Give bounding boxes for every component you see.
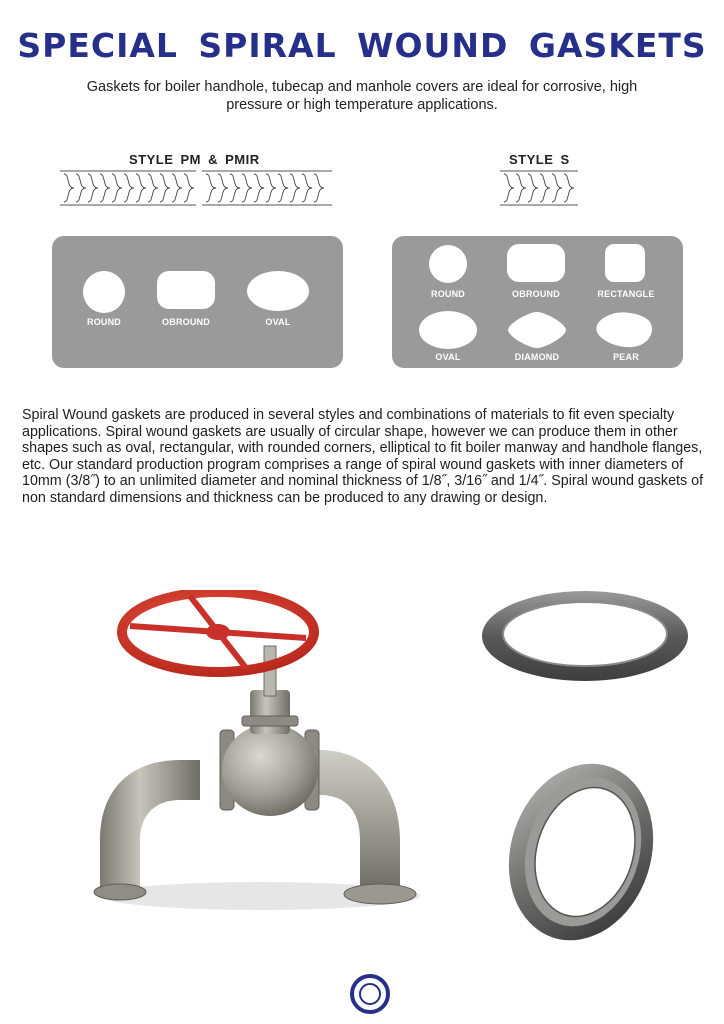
shape-label-obround: OBROUND — [512, 289, 560, 299]
spiral-profile-icon — [60, 170, 196, 206]
shape-label-round: ROUND — [87, 317, 121, 327]
spiral-profile-s-icon — [500, 170, 578, 206]
page-title: SPECIAL SPIRAL WOUND GASKETS — [17, 26, 707, 65]
shape-label-oval: OVAL — [265, 317, 291, 327]
shape-label-pear: PEAR — [613, 352, 639, 362]
rectangle-shape-icon — [604, 243, 646, 283]
obround-shape-icon — [506, 243, 566, 283]
shape-label-obround: OBROUND — [162, 317, 210, 327]
pear-shape-icon — [594, 310, 654, 350]
shape-label-rectangle: RECTANGLE — [597, 289, 655, 299]
spiral-gasket-photo — [505, 758, 655, 948]
round-shape-icon — [428, 244, 468, 284]
body-paragraph: Spiral Wound gaskets are produced in several styles and combinations of materials to fit even specialty applications. Spiral wound gaskets are usually of circular shape, however we can produce them in other shapes such as oval, rectangular, with rounded corners, elliptical to fit boiler manway and handhole flanges, etc. Our standard production program comprises a range of spiral wound gaskets with inner diameters of 10mm (3/8˝) to an unlimited diameter and nominal thickness of 1/8˝, 3/16˝ and 1/4˝. Spiral wound gaskets of non standard dimensions and thickness can be produced to any drawing or design. — [22, 407, 704, 506]
valve-pipe-photo — [70, 590, 430, 920]
shape-label-oval: OVAL — [435, 352, 461, 362]
diamond-shape-icon — [506, 310, 568, 350]
page-subtitle: Gaskets for boiler handhole, tubecap and manhole covers are ideal for corrosive, high pressure or high temperature applications. — [86, 79, 638, 113]
obround-shape-icon — [156, 270, 216, 310]
style-s-label: STYLE S — [509, 152, 570, 167]
round-shape-icon — [82, 270, 126, 314]
oval-shape-icon — [246, 270, 310, 312]
shape-label-round: ROUND — [431, 289, 465, 299]
gasket-ring-photo — [480, 588, 690, 688]
ring-logo-icon — [348, 972, 392, 1016]
oval-shape-icon — [418, 310, 478, 350]
style-pm-label: STYLE PM & PMIR — [129, 152, 260, 167]
style-s-shapes-panel — [392, 236, 683, 368]
shape-label-diamond: DIAMOND — [514, 352, 560, 362]
style-pm-shapes-panel — [52, 236, 343, 368]
spiral-profile-ir-icon — [202, 170, 332, 206]
